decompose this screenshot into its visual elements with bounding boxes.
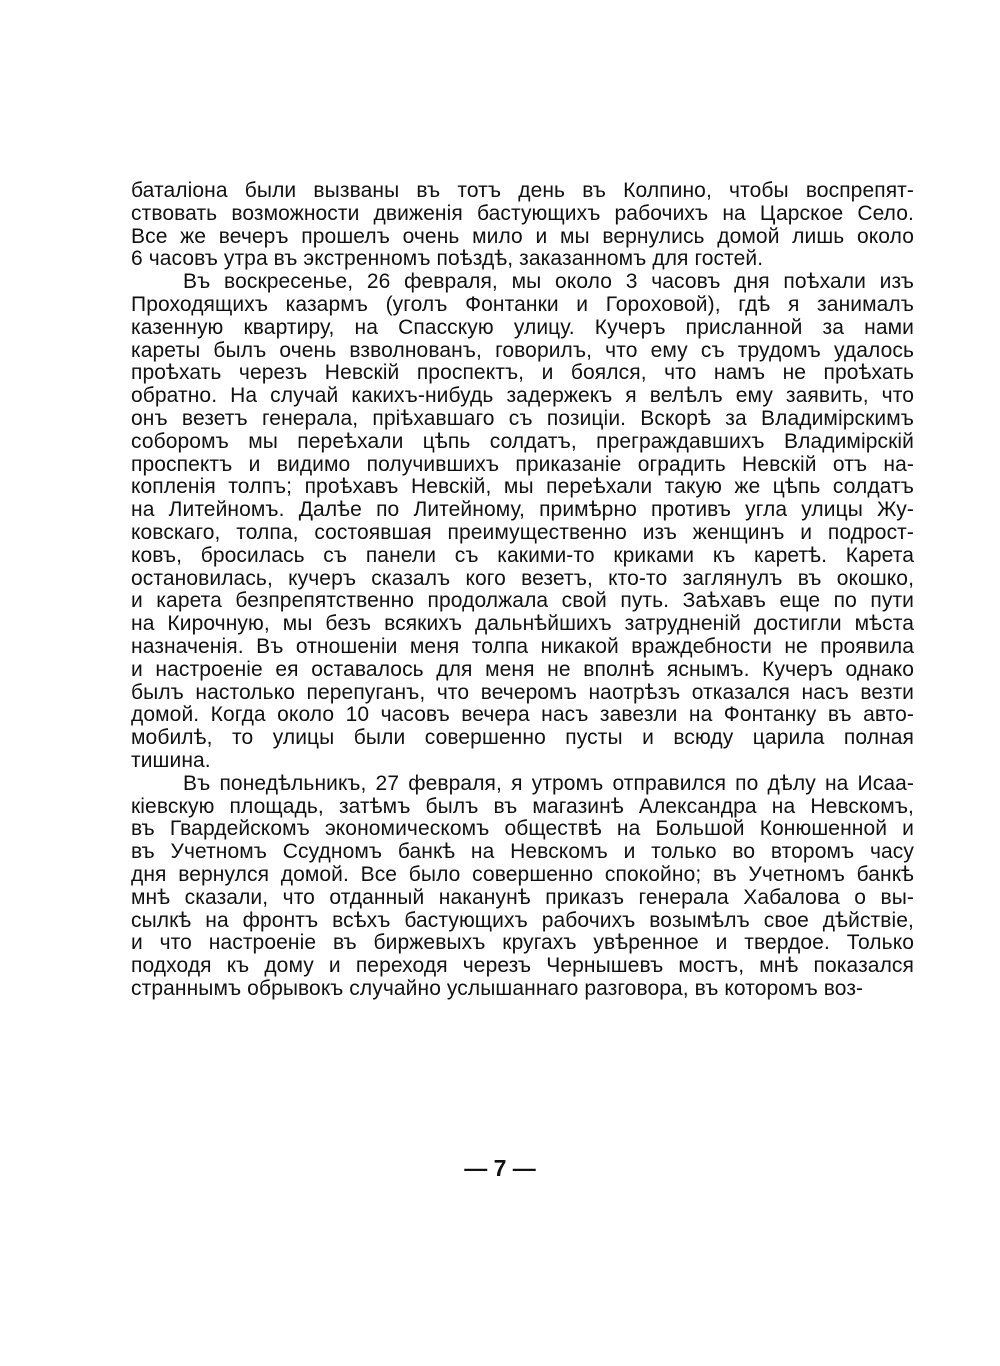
text-line: въ Гвардейскомъ экономическомъ обществѣ на Большой Конюшенной и <box>131 817 914 841</box>
text-line: баталіона были вызваны въ тотъ день въ Колпино, чтобы воспрепят- <box>131 179 914 202</box>
text-line: мнѣ сказали, что отданный наканунѣ приказъ генерала Хабалова о вы- <box>131 885 914 909</box>
text-line: подходя къ дому и переходя черезъ Чернышевъ мостъ, мнѣ показался <box>131 954 914 978</box>
text-line: мобилѣ, то улицы были совершенно пусты и всюду царила полная <box>131 726 914 750</box>
text-line: на Кирочную, мы безъ всякихъ дальнѣйшихъ затрудненій достигли мѣста <box>131 612 914 636</box>
text-line: сылкѣ на фронтъ всѣхъ бастующихъ рабочихъ возымѣлъ свое дѣйствіе, <box>131 908 914 932</box>
text-line: ковскаго, толпа, состоявшая преимущественно изъ женщинъ и подрост- <box>131 520 914 544</box>
text-line: онъ везетъ генерала, пріѣхавшаго съ позиціи. Вскорѣ за Владимірскимъ <box>131 406 914 430</box>
text-line: копленія толпъ; проѣхавъ Невскій, мы переѣхали такую же цѣпь солдатъ <box>131 475 914 499</box>
text-line: на Литейномъ. Далѣе по Литейному, примѣрно противъ угла улицы Жу- <box>131 498 914 522</box>
text-line: обратно. На случай какихъ-нибудь задержекъ я велѣлъ ему заявить, что <box>131 384 914 408</box>
text-line: 6 часовъ утра въ экстренномъ поѣздѣ, заказанномъ для гостей. <box>131 247 764 271</box>
text-line: Проходящихъ казармъ (уголъ Фонтанки и Гороховой), гдѣ я занималъ <box>131 292 914 316</box>
paragraph <box>131 271 914 773</box>
text-line: соборомъ мы переѣхали цѣпь солдатъ, преграждавшихъ Владимірскій <box>131 429 914 453</box>
text-line: Въ воскресенье, 26 февраля, мы около 3 часовъ дня поѣхали изъ <box>183 270 914 294</box>
paragraph <box>131 773 914 1001</box>
text-line: ствовать возможности движенія бастующихъ рабочихъ на Царское Село. <box>131 201 914 225</box>
text-line: и что настроеніе въ биржевыхъ кругахъ увѣренное и твердое. Только <box>131 931 914 955</box>
text-line: кареты былъ очень взволнованъ, говорилъ, что ему съ трудомъ удалось <box>131 338 914 362</box>
page-number: — 7 — <box>464 1155 536 1181</box>
text-line: Въ понедѣльникъ, 27 февраля, я утромъ отправился по дѣлу на Исаа- <box>183 771 914 795</box>
text-line: въ Учетномъ Ссудномъ банкѣ на Невскомъ и только во второмъ часу <box>131 840 914 864</box>
text-line: былъ настолько перепуганъ, что вечеромъ наотрѣзъ отказался насъ везти <box>131 680 914 704</box>
text-line: и настроеніе ея оставалось для меня не вполнѣ яснымъ. Кучеръ однако <box>131 657 914 681</box>
text-line: кіевскую площадь, затѣмъ былъ въ магазинѣ Александра на Невскомъ, <box>131 794 914 818</box>
text-line: тишина. <box>131 748 211 772</box>
body-text <box>131 180 914 1001</box>
text-line: назначенія. Въ отношеніи меня толпа никакой враждебности не проявила <box>131 634 914 658</box>
text-line: и карета безпрепятственно продолжала свой путь. Заѣхавъ еще по пути <box>131 589 914 613</box>
text-line: домой. Когда около 10 часовъ вечера насъ завезли на Фонтанку въ авто- <box>131 703 914 727</box>
paragraph <box>131 180 914 271</box>
text-line: Все же вечеръ прошелъ очень мило и мы вернулись домой лишь около <box>131 224 914 248</box>
text-line: проспектъ и видимо получившихъ приказаніе оградить Невскій отъ на- <box>131 452 914 476</box>
text-line: казенную квартиру, на Спасскую улицу. Кучеръ присланной за нами <box>131 315 914 339</box>
text-line: остановилась, кучеръ сказалъ кого везетъ, кто-то заглянулъ въ окошко, <box>131 566 914 590</box>
text-line: проѣхать черезъ Невскій проспектъ, и боялся, что намъ не проѣхать <box>131 361 914 385</box>
text-line: страннымъ обрывокъ случайно услышаннаго разговора, въ которомъ воз- <box>131 976 864 1000</box>
text-line: дня вернулся домой. Все было совершенно спокойно; въ Учетномъ банкѣ <box>131 862 914 886</box>
text-line: ковъ, бросилась съ панели съ какими-то криками къ каретѣ. Карета <box>131 543 914 567</box>
